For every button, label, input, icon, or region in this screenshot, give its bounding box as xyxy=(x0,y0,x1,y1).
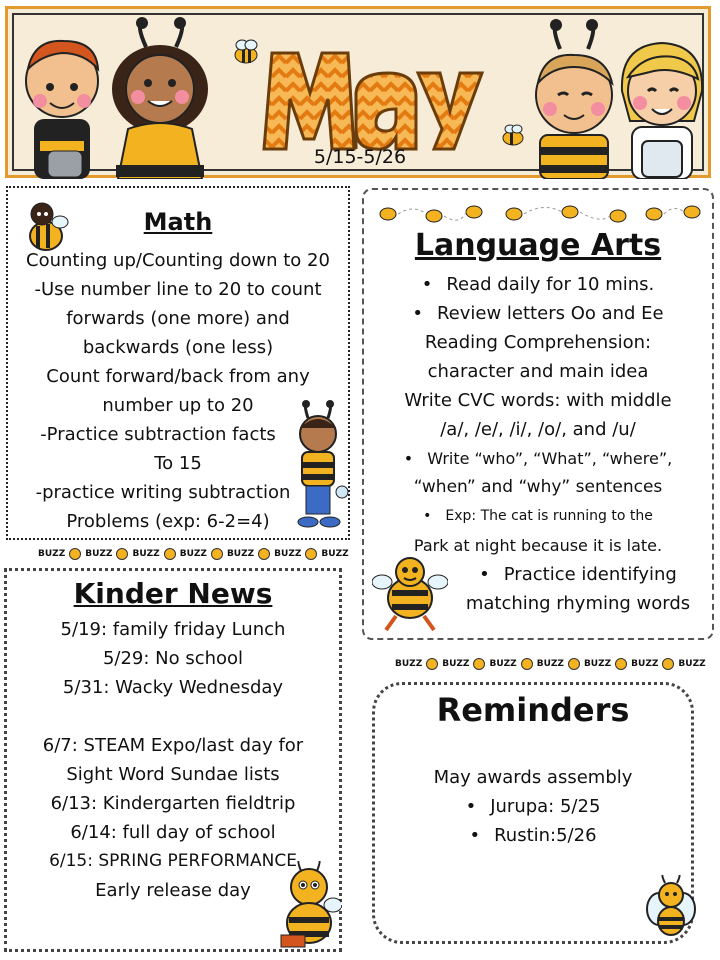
math-line: -practice writing subtraction xyxy=(35,482,291,503)
la-line: Reading Comprehension: xyxy=(424,332,652,353)
math-line: forwards (one more) and xyxy=(66,308,290,329)
math-line: Problems (exp: 6-2=4) xyxy=(66,511,270,532)
bee-reading-illustration xyxy=(275,861,341,951)
news-line: 6/7: STEAM Expo/last day for xyxy=(42,735,304,756)
la-line: • Read daily for 10 mins. xyxy=(364,270,712,299)
la-line: • Review letters Oo and Ee xyxy=(364,299,712,328)
math-line: backwards (one less) xyxy=(82,337,274,358)
reminder-item: • Jurupa: 5/25 xyxy=(375,792,691,821)
honey-dot-icon xyxy=(305,548,317,560)
math-section xyxy=(6,186,350,540)
buzz-word: BUZZ xyxy=(179,549,207,559)
news-line: 6/13: Kindergarten fieldtrip xyxy=(50,793,296,814)
cute-bee-icon xyxy=(645,875,697,941)
news-line: Sight Word Sundae lists xyxy=(66,764,280,785)
math-line: Counting up/Counting down to 20 xyxy=(26,250,330,271)
news-line: Early release day xyxy=(95,880,251,901)
buzz-word: BUZZ xyxy=(678,659,706,669)
honey-dot-icon xyxy=(521,658,533,670)
buzz-word: BUZZ xyxy=(489,659,517,669)
buzz-word: BUZZ xyxy=(132,549,160,559)
news-line: 5/31: Wacky Wednesday xyxy=(62,677,284,698)
news-line: 5/19: family friday Lunch xyxy=(60,619,286,640)
kinder-news-heading: Kinder News xyxy=(73,577,273,610)
language-arts-heading: Language Arts xyxy=(414,228,662,263)
buzz-word: BUZZ xyxy=(274,549,302,559)
honey-dot-icon xyxy=(211,548,223,560)
buzz-word: BUZZ xyxy=(395,659,423,669)
math-line: -Practice subtraction facts xyxy=(40,424,276,445)
buzz-word: BUZZ xyxy=(631,659,659,669)
bee-character-illustration xyxy=(372,552,448,634)
math-line: number up to 20 xyxy=(102,395,254,416)
honey-dot-icon xyxy=(258,548,270,560)
title-may-graphic xyxy=(258,39,488,159)
la-line: • Practice identifying xyxy=(364,560,712,589)
news-line: 5/29: No school xyxy=(102,648,244,669)
buzz-divider-left xyxy=(38,548,349,560)
reminder-item: • Rustin:5/26 xyxy=(375,821,691,850)
la-line: “when” and “why” sentences xyxy=(413,477,663,497)
running-bee-kid-illustration xyxy=(290,400,350,532)
honey-dot-icon xyxy=(164,548,176,560)
kinder-news-section xyxy=(4,568,342,952)
math-line: To 15 xyxy=(154,453,202,474)
honey-dot-icon xyxy=(473,658,485,670)
la-line: Park at night because it is late. xyxy=(413,536,663,555)
news-line xyxy=(7,702,339,731)
buzz-word: BUZZ xyxy=(226,549,255,559)
buzz-word: BUZZ xyxy=(38,549,66,559)
buzz-divider-right xyxy=(395,658,706,670)
language-arts-section xyxy=(362,188,714,640)
la-line: /a/, /e/, /i/, /o/, and /u/ xyxy=(440,419,636,440)
math-line: Count forward/back from any xyxy=(46,366,310,387)
buzz-word: BUZZ xyxy=(85,549,113,559)
math-heading: Math xyxy=(143,208,213,236)
la-line: • Exp: The cat is running to the xyxy=(364,502,712,531)
la-line: matching rhyming words xyxy=(465,593,691,614)
reminders-section xyxy=(372,682,694,944)
la-line: Write CVC words: with middle xyxy=(404,390,672,411)
buzz-word: BUZZ xyxy=(442,659,470,669)
news-line: 6/15: SPRING PERFORMANCE xyxy=(49,851,297,871)
reminders-heading: Reminders xyxy=(436,691,630,729)
la-line: character and main idea xyxy=(427,361,649,382)
buzz-word: BUZZ xyxy=(321,549,349,559)
reminders-content xyxy=(375,763,691,850)
honey-dot-icon xyxy=(69,548,81,560)
reminders-intro: May awards assembly xyxy=(433,767,633,788)
honey-dot-icon xyxy=(615,658,627,670)
math-line: -Use number line to 20 to count xyxy=(34,279,322,300)
honey-dot-icon xyxy=(116,548,128,560)
title-may-wrap xyxy=(258,39,488,159)
la-line: • Write “who”, “What”, “where”, xyxy=(364,444,712,473)
honey-dot-icon xyxy=(568,658,580,670)
bee-border-decoration xyxy=(374,200,704,226)
buzz-word: BUZZ xyxy=(583,659,612,669)
buzz-word: BUZZ xyxy=(536,659,564,669)
honey-dot-icon xyxy=(426,658,438,670)
news-line: 6/14: full day of school xyxy=(70,822,276,843)
honey-dot-icon xyxy=(662,658,674,670)
date-range: 5/15-5/26 xyxy=(313,146,407,168)
